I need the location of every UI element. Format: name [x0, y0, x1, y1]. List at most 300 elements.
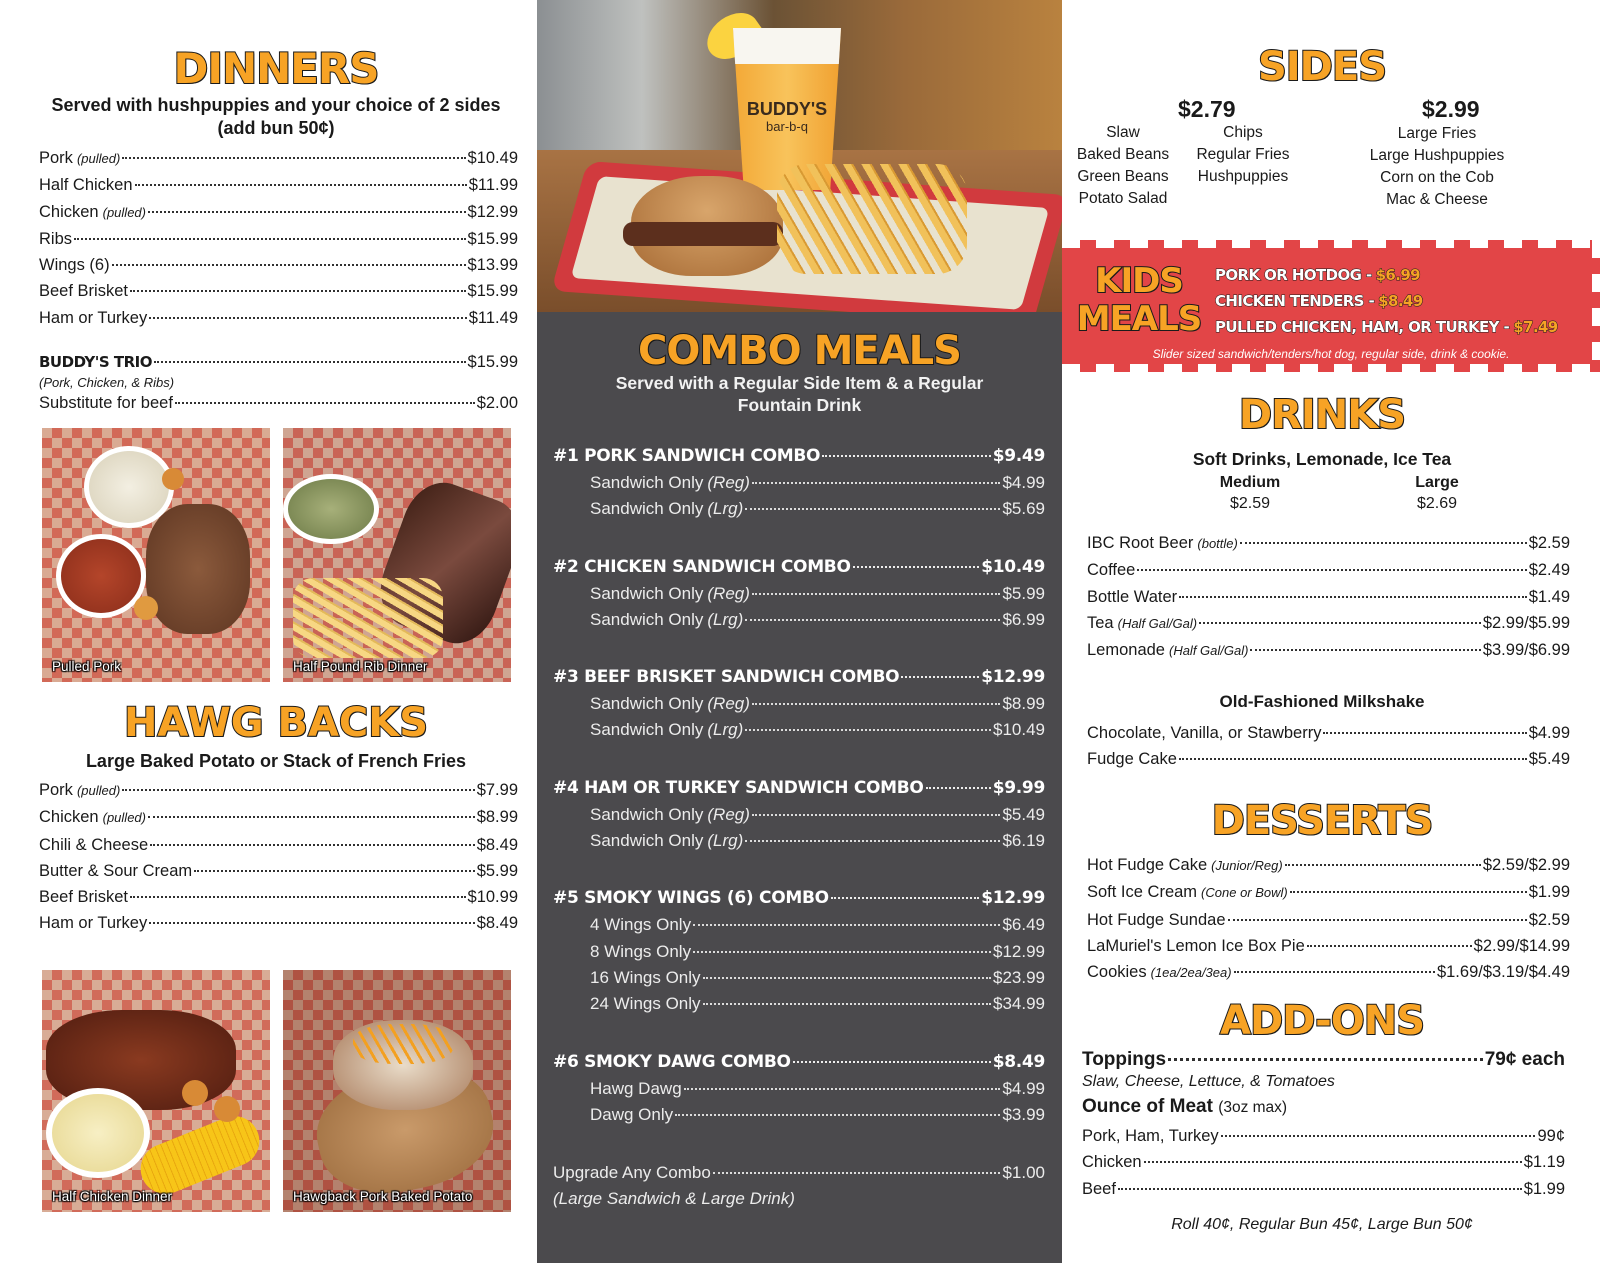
- dot-leader: [1199, 622, 1481, 624]
- menu-item: [39, 252, 518, 278]
- dinners-subtitle: [0, 94, 552, 140]
- combo-heading-row: [553, 553, 1045, 581]
- size-price: $2.69: [1416, 495, 1458, 512]
- sides-tier1-col2: [1188, 122, 1298, 188]
- item-price: $1.69/$3.19/$4.49: [1436, 963, 1570, 982]
- dot-leader: [149, 317, 467, 319]
- hawg-backs-subtitle: Large Baked Potato or Stack of French Fries: [85, 751, 467, 771]
- item-name: Chicken: [39, 202, 99, 221]
- dot-leader: [154, 361, 466, 363]
- combo-5: [553, 884, 1045, 1017]
- cup-logo: [737, 100, 837, 136]
- combo-2: [553, 553, 1045, 634]
- dot-leader: [752, 482, 1001, 484]
- dot-leader: [822, 455, 991, 457]
- combo-heading-row: [553, 1048, 1045, 1076]
- combo-1: [553, 442, 1045, 523]
- dot-leader: [752, 593, 1001, 595]
- combo-option: [553, 1102, 1045, 1128]
- sandwich-meat: [623, 222, 783, 246]
- item-name: Chicken: [39, 808, 99, 827]
- combo-price: $12.99: [981, 667, 1045, 688]
- menu-item: [39, 172, 518, 198]
- combo-option: [553, 470, 1045, 496]
- dot-leader: [194, 870, 475, 872]
- item-price: $4.99: [1528, 724, 1570, 742]
- item-price: $13.99: [467, 256, 518, 275]
- option-name: 8 Wings Only: [590, 941, 692, 961]
- size-label: Large: [1415, 474, 1459, 491]
- item-name: Bottle Water: [1087, 587, 1178, 606]
- item-note: (pulled): [102, 810, 146, 826]
- dot-leader: [1285, 864, 1481, 866]
- combo-subtitle-line2: Fountain Drink: [737, 395, 862, 415]
- combo-4: [553, 774, 1045, 855]
- dot-leader: [703, 1003, 991, 1005]
- option-note: (Lrg): [707, 720, 744, 740]
- side-item: Corn on the Cob: [1380, 169, 1494, 186]
- kids-item: [1215, 314, 1558, 340]
- green-beans-bowl: [283, 474, 379, 544]
- item-name: Half Chicken: [39, 176, 133, 195]
- combo-option: [553, 939, 1045, 965]
- combo-option: [553, 912, 1045, 938]
- sides-tier1-price: $2.79: [1178, 96, 1236, 122]
- option-price: $6.19: [1002, 831, 1045, 851]
- dot-leader: [130, 290, 466, 292]
- dot-leader: [693, 924, 1000, 926]
- cheese-shreds: [353, 1024, 453, 1064]
- size-label: Medium: [1219, 474, 1281, 491]
- sides-tier2-col: [1352, 123, 1522, 211]
- combo-option: [553, 717, 1045, 743]
- side-item: Slaw: [1106, 124, 1140, 141]
- drinks-heading: DRINKS: [1238, 392, 1406, 438]
- dot-leader: [148, 211, 466, 213]
- side-item: Regular Fries: [1196, 146, 1290, 163]
- item-name: Pork: [39, 781, 73, 799]
- combo-option: [553, 496, 1045, 522]
- option-price: $8.99: [1002, 694, 1045, 714]
- dot-leader: [926, 787, 991, 789]
- menu-item: [1087, 959, 1570, 986]
- item-price: $2.00: [476, 394, 518, 413]
- toppings-note: Slaw, Cheese, Lettuce, & Tomatoes: [1082, 1073, 1335, 1090]
- desserts-heading: DESSERTS: [1211, 798, 1433, 844]
- menu-item: [39, 804, 518, 831]
- right-column: [1062, 0, 1600, 1263]
- option-price: $3.99: [1002, 1104, 1045, 1124]
- milkshake-list: [1087, 720, 1570, 773]
- item-note: (pulled): [102, 204, 146, 220]
- dot-leader: [150, 844, 475, 846]
- upgrade-price: $1.00: [1002, 1163, 1045, 1182]
- dot-leader: [1234, 971, 1435, 973]
- option-name: 4 Wings Only: [590, 915, 692, 935]
- option-note: (Reg): [707, 473, 750, 492]
- item-name: Tea: [1087, 613, 1114, 632]
- item-note: (Half Gal/Gal): [1117, 615, 1198, 631]
- kids-item-price: $8.49: [1378, 292, 1423, 310]
- option-price: $5.49: [1002, 804, 1045, 824]
- sides-tier2-price: $2.99: [1422, 96, 1480, 122]
- menu-item: [1087, 879, 1570, 906]
- item-name: Substitute for beef: [39, 394, 173, 413]
- item-price: $7.99: [476, 781, 518, 799]
- combo-subtitle-line1: Served with a Regular Side Item & a Regular: [615, 373, 984, 393]
- item-price: $15.99: [467, 282, 518, 301]
- dot-leader: [1179, 596, 1527, 598]
- sides-tier1-col1: [1062, 122, 1184, 210]
- dot-leader: [122, 157, 465, 159]
- option-price: $5.69: [1002, 499, 1045, 519]
- fountain-heading: Soft Drinks, Lemonade, Ice Tea: [1192, 449, 1452, 469]
- item-price: 99¢: [1537, 1127, 1565, 1145]
- combo-name: #5 SMOKY WINGS (6) COMBO: [553, 888, 829, 909]
- dot-leader: [752, 814, 1001, 816]
- dot-leader: [793, 1061, 991, 1063]
- sides-heading: SIDES: [1257, 44, 1387, 90]
- kids-item: [1215, 262, 1558, 288]
- option-price: $5.99: [1002, 583, 1045, 603]
- item-price: $10.99: [467, 888, 518, 907]
- trio-note: (Pork, Chicken, & Ribs): [39, 375, 175, 391]
- cup-brand: BUDDY'S: [746, 99, 828, 119]
- menu-item: [1087, 852, 1570, 879]
- option-price: $4.99: [1002, 1078, 1045, 1098]
- menu-item: [1087, 530, 1570, 557]
- option-note: (Lrg): [707, 831, 744, 851]
- dot-leader: [1323, 732, 1526, 734]
- side-item: Chips: [1223, 124, 1263, 141]
- item-name: Soft Ice Cream: [1087, 883, 1198, 902]
- combo-price: $8.49: [992, 1051, 1045, 1072]
- menu-item: [39, 832, 518, 858]
- meat-heading-note: (3oz max): [1218, 1099, 1288, 1116]
- option-note: (Lrg): [707, 499, 744, 519]
- combo-price: $10.49: [981, 556, 1045, 577]
- menu-item: [1087, 610, 1570, 637]
- kids-title-line1: KIDS: [1095, 261, 1183, 301]
- item-price: $2.59/$2.99: [1482, 856, 1570, 874]
- dot-leader: [831, 897, 979, 899]
- combo-heading-row: [553, 663, 1045, 691]
- option-price: $4.99: [1002, 473, 1045, 492]
- photo-rib-dinner: [283, 428, 511, 682]
- meat-heading-label: Ounce of Meat: [1082, 1096, 1213, 1117]
- item-name: LaMuriel's Lemon Ice Box Pie: [1087, 936, 1305, 955]
- item-name: Ham or Turkey: [39, 914, 148, 933]
- buddys-trio: [39, 349, 518, 417]
- item-price: $3.99/$6.99: [1482, 641, 1570, 660]
- combo-6: [553, 1048, 1045, 1129]
- option-name: Sandwich Only: [590, 583, 704, 603]
- dot-leader: [74, 238, 466, 240]
- item-price: $15.99: [467, 353, 518, 371]
- menu-item: [39, 226, 518, 252]
- photo-hawgback-potato: [283, 970, 511, 1212]
- kids-meals-banner: [1062, 240, 1600, 372]
- size-medium: [1190, 472, 1310, 514]
- item-name: Beef Brisket: [39, 282, 128, 301]
- item-price: $2.59: [1528, 534, 1570, 552]
- option-name: Hawg Dawg: [590, 1078, 682, 1098]
- photo-caption: Hawgback Pork Baked Potato: [293, 1189, 473, 1204]
- menu-item: [39, 349, 518, 375]
- dot-leader: [1228, 919, 1527, 921]
- item-price: $12.99: [467, 202, 518, 221]
- dinners-subtitle-line1: Served with hushpuppies and your choice of 2 sides: [51, 95, 501, 115]
- hushpuppy: [182, 1080, 208, 1106]
- item-price: $2.99/$14.99: [1473, 936, 1570, 955]
- combo-option: [553, 991, 1045, 1017]
- dot-leader: [112, 264, 466, 266]
- kids-meals-note: Slider sized sandwich/tenders/hot dog, regular side, drink & cookie.: [1152, 347, 1510, 361]
- item-name: Beef Brisket: [39, 888, 128, 907]
- item-price: $10.49: [467, 149, 518, 167]
- option-price: $23.99: [993, 967, 1045, 987]
- dot-leader: [1221, 1135, 1536, 1137]
- combo-heading-row: [553, 442, 1045, 470]
- bun-prices-note: Roll 40¢, Regular Bun 45¢, Large Bun 50¢: [1171, 1216, 1473, 1233]
- item-note: (pulled): [76, 783, 121, 798]
- combo-name: #6 SMOKY DAWG COMBO: [553, 1051, 791, 1072]
- item-name: Pork, Ham, Turkey: [1082, 1127, 1219, 1145]
- combo-name: #2 CHICKEN SANDWICH COMBO: [553, 556, 851, 577]
- kids-item: [1215, 288, 1558, 314]
- dinners-heading: DINNERS: [173, 44, 379, 93]
- menu-item: [39, 910, 518, 936]
- dot-leader: [130, 896, 466, 898]
- dot-leader: [149, 922, 475, 924]
- dot-leader: [693, 951, 991, 953]
- side-item: Green Beans: [1077, 168, 1169, 185]
- combo-option: [553, 1076, 1045, 1102]
- dot-leader: [122, 789, 474, 791]
- combo-heading-row: [553, 774, 1045, 802]
- kids-item-name: PORK OR HOTDOG -: [1215, 266, 1372, 284]
- dot-leader: [745, 729, 991, 731]
- add-ons-section: [1082, 1048, 1565, 1202]
- menu-item: [39, 858, 518, 884]
- combo-option: [553, 965, 1045, 991]
- option-name: Sandwich Only: [590, 694, 704, 714]
- beans-bowl: [56, 534, 146, 618]
- dot-leader: [1168, 1058, 1483, 1061]
- item-price: $2.59: [1528, 910, 1570, 929]
- option-price: $6.49: [1002, 915, 1045, 935]
- dot-leader: [745, 840, 1000, 842]
- dot-leader: [745, 508, 1000, 510]
- item-price: $8.49: [476, 914, 518, 933]
- side-item: Potato Salad: [1078, 190, 1168, 207]
- dot-leader: [853, 566, 980, 568]
- item-note: (bottle): [1197, 536, 1238, 551]
- item-price: $11.49: [468, 308, 518, 327]
- item-price: $1.19: [1523, 1153, 1565, 1172]
- photo-pulled-pork: [42, 428, 270, 682]
- item-name: Butter & Sour Cream: [39, 861, 193, 880]
- kids-item-name: PULLED CHICKEN, HAM, OR TURKEY -: [1215, 318, 1510, 336]
- dot-leader: [901, 676, 979, 678]
- dot-leader: [175, 402, 475, 404]
- menu-item: [1087, 637, 1570, 664]
- photo-half-chicken: [42, 970, 270, 1212]
- menu-item: [1087, 584, 1570, 610]
- kids-item-price: $7.49: [1513, 318, 1558, 336]
- meat-heading: [1082, 1092, 1565, 1123]
- option-price: $34.99: [993, 994, 1045, 1014]
- item-note: (1ea/2ea/3ea): [1150, 965, 1232, 981]
- combo-3: [553, 663, 1045, 744]
- hawg-backs-heading: HAWG BACKS: [123, 700, 429, 746]
- option-price: $6.99: [1002, 609, 1045, 629]
- dot-leader: [1118, 1188, 1522, 1190]
- pulled-pork: [146, 504, 250, 634]
- milkshake-heading: Old-Fashioned Milkshake: [1219, 692, 1425, 711]
- option-note: (Lrg): [707, 609, 744, 629]
- item-price: $8.99: [476, 808, 518, 827]
- combo-heading-row: [553, 884, 1045, 912]
- item-name: Cookies: [1087, 963, 1147, 982]
- side-item: Baked Beans: [1076, 146, 1170, 163]
- menu-item: [1082, 1123, 1565, 1149]
- menu-item: [1082, 1149, 1565, 1175]
- menu-item: [1087, 933, 1570, 959]
- item-name: Toppings: [1082, 1049, 1167, 1070]
- side-item: Large Hushpuppies: [1369, 147, 1505, 164]
- dot-leader: [1137, 569, 1526, 571]
- desserts-list: [1087, 852, 1570, 986]
- item-price: $5.49: [1528, 750, 1570, 769]
- dot-leader: [148, 816, 475, 818]
- item-name: Hot Fudge Sundae: [1087, 910, 1226, 929]
- item-price: $1.49: [1528, 587, 1570, 606]
- dot-leader: [135, 184, 467, 186]
- kids-meals-heading: [1074, 262, 1204, 338]
- dot-leader: [713, 1172, 1001, 1174]
- combo-option: [553, 581, 1045, 607]
- combo-name: #3 BEEF BRISKET SANDWICH COMBO: [553, 667, 900, 688]
- dot-leader: [703, 977, 991, 979]
- fries: [293, 578, 443, 658]
- option-name: Sandwich Only: [590, 473, 704, 492]
- item-note: (Junior/Reg): [1211, 858, 1283, 873]
- side-item: Hushpuppies: [1197, 168, 1289, 185]
- upgrade-name: Upgrade Any Combo: [553, 1163, 711, 1182]
- menu-item: [39, 390, 518, 416]
- item-name: IBC Root Beer: [1087, 534, 1194, 552]
- dot-leader: [684, 1088, 1001, 1090]
- menu-item: [39, 884, 518, 910]
- kids-item-name: CHICKEN TENDERS -: [1215, 292, 1375, 310]
- dot-leader: [1240, 542, 1527, 544]
- combo-option: [553, 802, 1045, 828]
- combo-meals-heading: COMBO MEALS: [638, 328, 961, 374]
- photo-caption: Half Pound Rib Dinner: [293, 659, 428, 674]
- middle-column: [537, 0, 1062, 1263]
- hawg-backs-list: [39, 777, 518, 937]
- combo-meals-subtitle: [537, 372, 1062, 416]
- cup-sub: bar-b-q: [766, 119, 808, 134]
- cup-rim: [733, 28, 841, 64]
- dot-leader: [745, 619, 1000, 621]
- dinners-list: [39, 145, 518, 331]
- combo-price: $9.99: [992, 777, 1045, 798]
- upgrade-note: (Large Sandwich & Large Drink): [553, 1189, 795, 1209]
- option-name: Sandwich Only: [590, 499, 704, 519]
- dot-leader: [752, 703, 1001, 705]
- drinks-list: [1087, 530, 1570, 664]
- option-note: (Reg): [707, 583, 750, 603]
- item-name: Chocolate, Vanilla, or Stawberry: [1087, 724, 1322, 742]
- hushpuppy: [134, 596, 158, 620]
- menu-item: [39, 777, 518, 804]
- item-note: (Cone or Bowl): [1201, 885, 1288, 901]
- dot-leader: [1290, 891, 1527, 893]
- mac-cheese-bowl: [46, 1088, 150, 1178]
- menu-item: [1087, 746, 1570, 772]
- option-name: Sandwich Only: [590, 609, 704, 629]
- item-name: Lemonade: [1087, 641, 1165, 660]
- left-column: [0, 0, 537, 1263]
- item-name: Fudge Cake: [1087, 750, 1177, 769]
- option-name: Dawg Only: [590, 1104, 674, 1124]
- fries: [777, 164, 967, 274]
- upgrade-combo: [553, 1160, 1045, 1212]
- hushpuppy: [214, 1096, 240, 1122]
- add-ons-heading: ADD-ONS: [1220, 998, 1424, 1044]
- item-note: (pulled): [76, 151, 121, 166]
- menu-item: [39, 145, 518, 172]
- menu-item: [1087, 907, 1570, 933]
- item-name: Ham or Turkey: [39, 308, 148, 327]
- kids-title-line2: MEALS: [1076, 299, 1202, 339]
- combo-meals-panel: [537, 312, 1062, 1263]
- dot-leader: [1307, 945, 1472, 947]
- item-name: Pork: [39, 149, 73, 167]
- combo-option: [553, 828, 1045, 854]
- dot-leader: [675, 1114, 1000, 1116]
- combo-option: [553, 607, 1045, 633]
- item-price: $1.99: [1523, 1179, 1565, 1198]
- option-name: 24 Wings Only: [590, 994, 701, 1014]
- dot-leader: [1179, 758, 1527, 760]
- item-name: Hot Fudge Cake: [1087, 856, 1208, 874]
- item-name: Chicken: [1082, 1153, 1142, 1172]
- toppings-row: [1082, 1048, 1565, 1072]
- size-large: [1377, 472, 1497, 514]
- combo-option: [553, 691, 1045, 717]
- photo-caption: Half Chicken Dinner: [52, 1189, 173, 1204]
- option-name: Sandwich Only: [590, 831, 704, 851]
- hero-photo: [537, 0, 1062, 312]
- item-price: $2.99/$5.99: [1482, 613, 1570, 632]
- item-name: Wings (6): [39, 256, 110, 275]
- option-price: $12.99: [993, 941, 1045, 961]
- option-name: 16 Wings Only: [590, 967, 701, 987]
- menu-item: [1087, 720, 1570, 746]
- item-price: $1.99: [1528, 883, 1570, 902]
- menu-item: [39, 278, 518, 304]
- menu-item: [39, 305, 518, 331]
- item-name: BUDDY'S TRIO: [39, 353, 153, 371]
- option-name: Sandwich Only: [590, 804, 704, 824]
- kids-meals-list: [1215, 262, 1558, 340]
- menu-item: [39, 199, 518, 226]
- item-note: (Half Gal/Gal): [1168, 643, 1249, 659]
- combo-price: $12.99: [981, 888, 1045, 909]
